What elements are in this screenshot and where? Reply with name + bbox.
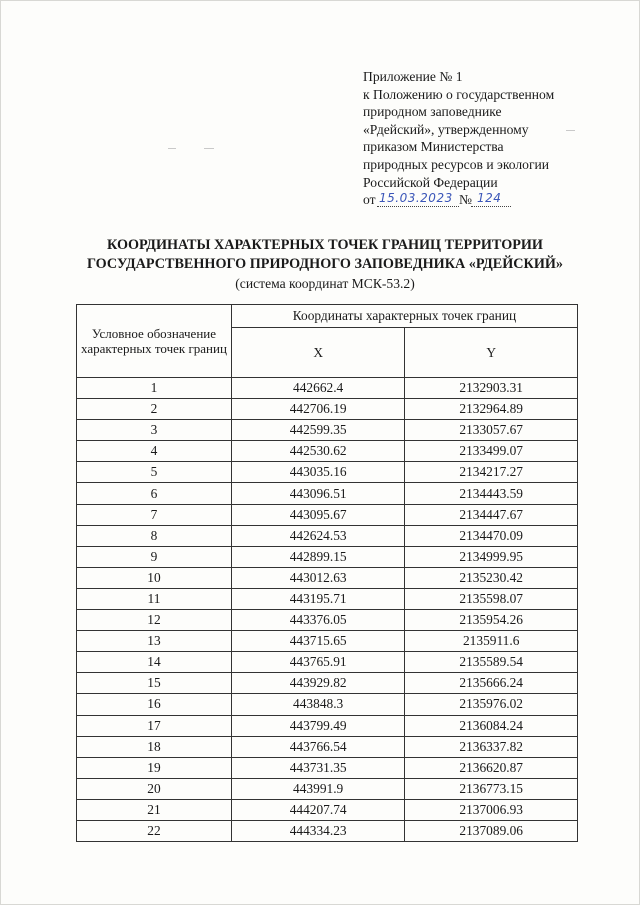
x-value-cell: 443766.54 [231,736,404,757]
y-value-cell: 2134999.95 [405,546,578,567]
y-value-cell: 2135954.26 [405,610,578,631]
point-number-cell: 1 [77,378,232,399]
x-value-cell: 442530.62 [231,441,404,462]
y-value-cell: 2134443.59 [405,483,578,504]
appendix-block [363,68,623,209]
x-value-cell: 443765.91 [231,652,404,673]
y-value-cell: 2137006.93 [405,799,578,820]
y-value-cell: 2133057.67 [405,420,578,441]
point-number-cell: 18 [77,736,232,757]
point-number-cell: 20 [77,778,232,799]
x-value-cell: 443376.05 [231,610,404,631]
appendix-line: Приложение № 1 [363,69,463,84]
table-row [77,778,578,799]
x-header: X [231,328,404,378]
table-row [77,378,578,399]
table-row [77,736,578,757]
x-value-cell: 442706.19 [231,399,404,420]
table-row [77,631,578,652]
y-value-cell: 2134447.67 [405,504,578,525]
table-row [77,462,578,483]
table-row [77,757,578,778]
x-value-cell: 443715.65 [231,631,404,652]
number-label: № [459,192,472,208]
x-value-cell: 443848.3 [231,694,404,715]
point-number-cell: 12 [77,610,232,631]
x-value-cell: 442624.53 [231,525,404,546]
table-row [77,441,578,462]
table-row [77,504,578,525]
point-number-cell: 2 [77,399,232,420]
point-number-cell: 17 [77,715,232,736]
point-number-cell: 22 [77,820,232,841]
table-row [77,399,578,420]
point-number-cell: 9 [77,546,232,567]
appendix-line: природных ресурсов и экологии [363,156,550,172]
x-value-cell: 443012.63 [231,567,404,588]
point-number-cell: 6 [77,483,232,504]
y-value-cell: 2134217.27 [405,462,578,483]
x-value-cell: 443991.9 [231,778,404,799]
point-number-cell: 11 [77,588,232,609]
y-value-cell: 2136084.24 [405,715,578,736]
x-value-cell: 444207.74 [231,799,404,820]
table-row [77,420,578,441]
table-row [77,588,578,609]
point-number-cell: 5 [77,462,232,483]
y-value-cell: 2136620.87 [405,757,578,778]
x-value-cell: 442662.4 [231,378,404,399]
table-row [77,483,578,504]
handwritten-date: 15.03.2023 [379,191,453,206]
point-number-cell: 14 [77,652,232,673]
y-value-cell: 2135666.24 [405,673,578,694]
y-value-cell: 2136337.82 [405,736,578,757]
point-number-cell: 8 [77,525,232,546]
x-value-cell: 442599.35 [231,420,404,441]
x-value-cell: 442899.15 [231,546,404,567]
point-number-cell: 19 [77,757,232,778]
point-number-cell: 15 [77,673,232,694]
table-row [77,799,578,820]
x-value-cell: 443035.16 [231,462,404,483]
x-value-cell: 443096.51 [231,483,404,504]
coordinates-table [76,304,578,842]
y-value-cell: 2132903.31 [405,378,578,399]
scan-mark [204,148,214,149]
document-title [40,236,610,274]
y-value-cell: 2133499.07 [405,441,578,462]
y-value-cell: 2135589.54 [405,652,578,673]
x-value-cell: 443095.67 [231,504,404,525]
y-value-cell: 2135598.07 [405,588,578,609]
from-label: от [363,192,376,208]
x-value-cell: 443929.82 [231,673,404,694]
table-row [77,673,578,694]
y-value-cell: 2135911.6 [405,631,578,652]
table-row [77,652,578,673]
point-number-cell: 3 [77,420,232,441]
x-value-cell: 443731.35 [231,757,404,778]
coordinate-system-subtitle: (система координат МСК-53.2) [235,276,415,291]
table-row [77,525,578,546]
point-label-header: Условное обозначение характерных точек границ [77,305,232,378]
appendix-line: приказом Министерства [363,139,504,155]
y-value-cell: 2136773.15 [405,778,578,799]
appendix-line: к Положению о государственном [363,86,555,102]
date-number-line [363,191,623,209]
title-line: ГОСУДАРСТВЕННОГО ПРИРОДНОГО ЗАПОВЕДНИКА «РДЕЙСКИЙ» [87,256,563,272]
y-value-cell: 2132964.89 [405,399,578,420]
table-row [77,820,578,841]
y-value-cell: 2137089.06 [405,820,578,841]
point-number-cell: 7 [77,504,232,525]
y-value-cell: 2134470.09 [405,525,578,546]
x-value-cell: 444334.23 [231,820,404,841]
point-number-cell: 21 [77,799,232,820]
appendix-line: природном заповеднике [363,104,502,120]
coordinates-group-header: Координаты характерных точек границ [231,305,577,328]
point-number-cell: 10 [77,567,232,588]
handwritten-number: 124 [477,191,502,206]
table-row [77,610,578,631]
y-header: Y [405,328,578,378]
title-line: КООРДИНАТЫ ХАРАКТЕРНЫХ ТОЧЕК ГРАНИЦ ТЕРРИТОРИИ [107,237,543,253]
point-number-cell: 13 [77,631,232,652]
point-number-cell: 4 [77,441,232,462]
table-row [77,715,578,736]
x-value-cell: 443799.49 [231,715,404,736]
point-number-cell: 16 [77,694,232,715]
appendix-line: «Рдейский», утвержденному [363,121,529,137]
table-row [77,694,578,715]
appendix-line: Российской Федерации [363,174,498,190]
y-value-cell: 2135230.42 [405,567,578,588]
x-value-cell: 443195.71 [231,588,404,609]
y-value-cell: 2135976.02 [405,694,578,715]
table-row [77,546,578,567]
table-row [77,567,578,588]
scan-mark [168,148,176,149]
